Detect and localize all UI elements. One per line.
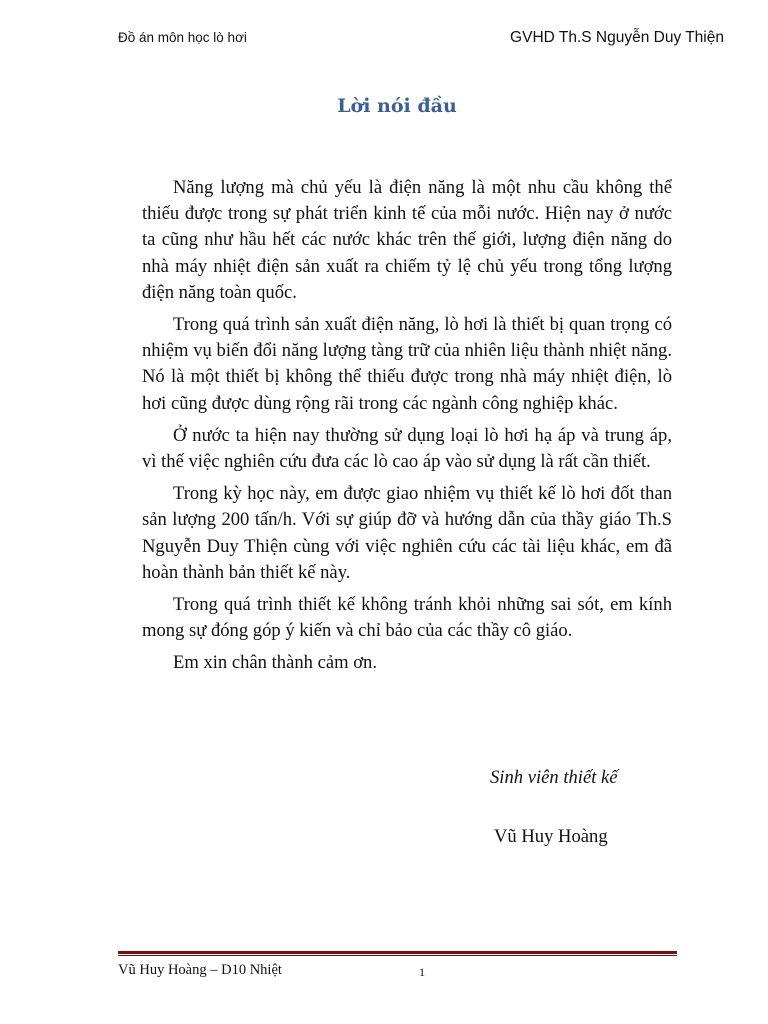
paragraph: Trong quá trình thiết kế không tránh khỏi những sai sót, em kính mong sự đóng góp ý kiến và chỉ bảo của các thầy cô giáo.: [142, 594, 672, 642]
paragraph: Ở nước ta hiện nay thường sử dụng loại lò hơi hạ áp và trung áp, vì thế việc nghiên cứu đưa các lò cao áp vào sử dụng là rất cần thiết.: [142, 424, 672, 473]
paragraph: Trong quá trình sản xuất điện năng, lò hơi là thiết bị quan trọng có nhiệm vụ biến đổi năng lượng tàng trữ của nhiên liệu thành nhiệt năng. Nó là một thiết bị không thể thiếu được trong nhà máy nhiệt điện, lò hơi cũng được dùng rộng rãi trong các ngành công nghiệp khác.: [142, 314, 672, 414]
signature-name: Vũ Huy Hoàng: [494, 826, 608, 847]
header-supervisor: GVHD Th.S Nguyễn Duy Thiện: [510, 29, 724, 46]
paragraph: Năng lượng mà chủ yếu là điện năng là một nhu cầu không thể thiếu được trong sự phát triển kinh tế của mỗi nước. Hiện nay ở nước ta cũng như hầu hết các nước khác trên thế giới, lượng điện năng do nhà máy nhiệt điện sản xuất ra chiếm tỷ lệ chủ yếu trong tổng lượng điện năng toàn quốc.: [142, 177, 672, 303]
footer-divider: [118, 951, 677, 956]
page-title: Lời nói đầu: [337, 95, 457, 117]
signature-role: Sinh viên thiết kế: [490, 767, 618, 788]
body-text: [142, 175, 672, 683]
header-document-title: Đồ án môn học lò hơi: [118, 30, 247, 45]
page-header: [118, 29, 724, 47]
paragraph: Em xin chân thành cảm ơn.: [173, 652, 377, 674]
page-number: 1: [419, 965, 425, 979]
footer-author: Vũ Huy Hoàng – D10 Nhiệt: [118, 962, 282, 978]
paragraph: Trong kỳ học này, em được giao nhiệm vụ thiết kế lò hơi đốt than sản lượng 200 tấn/h. Với sự giúp đỡ và hướng dẫn của thầy giáo Th.S Nguyễn Duy Thiện cùng với việc nghiên cứu các tài liệu khác, em đã hoàn thành bản thiết kế này.: [142, 483, 672, 583]
